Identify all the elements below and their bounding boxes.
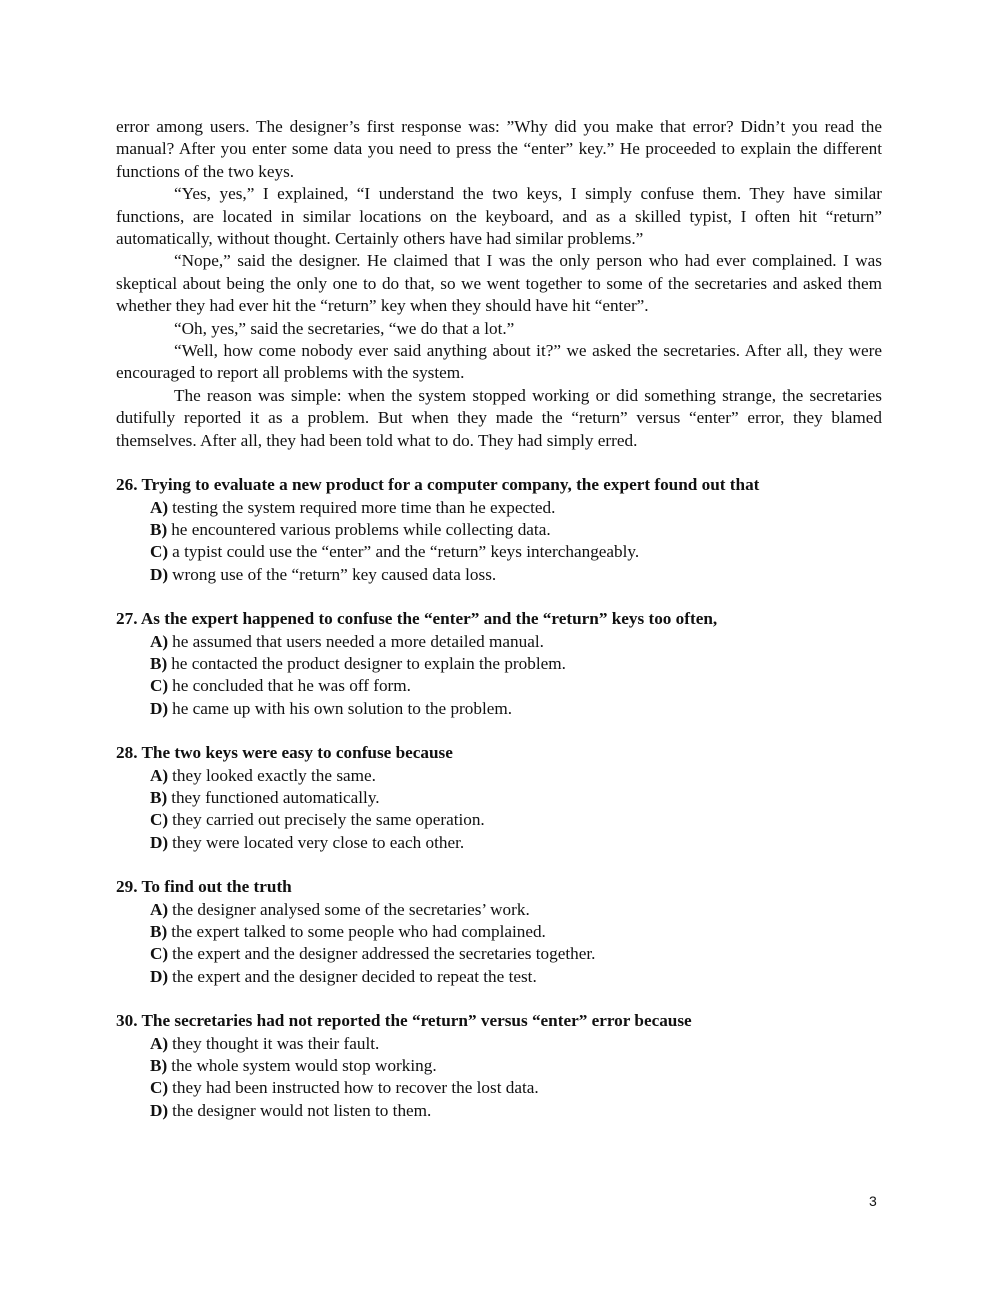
option-text: testing the system required more time than he expected. (172, 497, 556, 517)
option-d[interactable] (116, 1100, 882, 1122)
option-text: the whole system would stop working. (171, 1056, 437, 1076)
passage-paragraph: “Nope,” said the designer. He claimed that I was the only person who had ever complained. I was skeptical about being the only one to do that, so we went together to some of the secretaries and asked them whether they had ever hit the “return” key when they should have hit “enter”. (116, 251, 882, 316)
question-stem: 29. To find out the truth (116, 877, 292, 897)
option-text: he contacted the product designer to explain the problem. (171, 653, 566, 673)
option-letter: D) (150, 1100, 169, 1120)
option-letter: D) (150, 564, 169, 584)
option-text: he concluded that he was off form. (172, 676, 411, 696)
option-a[interactable] (116, 631, 882, 653)
option-c[interactable] (116, 943, 882, 965)
option-b[interactable] (116, 1055, 882, 1077)
option-b[interactable] (116, 653, 882, 675)
passage-paragraph: “Well, how come nobody ever said anything about it?” we asked the secretaries. After all, they were encouraged to report all problems with the system. (116, 341, 882, 383)
option-text: a typist could use the “enter” and the “return” keys interchangeably. (172, 542, 640, 562)
option-text: the expert talked to some people who had complained. (171, 922, 546, 941)
question-stem: 27. As the expert happened to confuse the “enter” and the “return” keys too often, (116, 609, 718, 629)
option-text: the designer would not listen to them. (172, 1100, 432, 1120)
option-letter: C) (150, 944, 169, 964)
option-letter: B) (150, 922, 168, 941)
question-29 (116, 876, 882, 988)
passage-paragraph: The reason was simple: when the system stopped working or did something strange, the secretaries dutifully reported it as a problem. But when they made the “return” versus “enter” error, they blamed themselves. After all, they had been told what to do. They had simply erred. (116, 385, 882, 450)
question-stem: 26. Trying to evaluate a new product for a computer company, the expert found out that (116, 475, 760, 495)
option-d[interactable] (116, 832, 882, 854)
option-letter: C) (150, 676, 169, 696)
option-text: he assumed that users needed a more detailed manual. (172, 631, 544, 651)
option-letter: A) (150, 497, 169, 517)
question-30 (116, 1010, 882, 1122)
option-a[interactable] (116, 497, 882, 519)
option-a[interactable] (116, 899, 882, 921)
option-text: they had been instructed how to recover the lost data. (172, 1078, 539, 1098)
answer-options (116, 631, 882, 721)
option-text: they thought it was their fault. (172, 1033, 380, 1053)
option-text: they carried out precisely the same operation. (172, 810, 485, 830)
option-letter: B) (150, 653, 168, 673)
option-letter: A) (150, 899, 169, 919)
option-letter: C) (150, 1078, 169, 1098)
option-a[interactable] (116, 765, 882, 787)
passage-paragraph: “Oh, yes,” said the secretaries, “we do that a lot.” (174, 318, 515, 338)
page-number: 3 (869, 1193, 877, 1209)
option-letter: A) (150, 631, 169, 651)
option-c[interactable] (116, 1077, 882, 1099)
document-page (116, 116, 882, 1122)
option-text: the expert and the designer addressed the secretaries together. (172, 944, 596, 964)
option-text: they were located very close to each other. (172, 832, 465, 852)
answer-options (116, 497, 882, 587)
option-text: the expert and the designer decided to repeat the test. (172, 966, 537, 986)
option-letter: D) (150, 698, 169, 718)
option-c[interactable] (116, 675, 882, 697)
option-letter: D) (150, 966, 169, 986)
option-letter: C) (150, 810, 169, 830)
answer-options (116, 1033, 882, 1123)
option-c[interactable] (116, 809, 882, 831)
option-text: they looked exactly the same. (172, 765, 376, 785)
option-letter: D) (150, 832, 169, 852)
question-28 (116, 742, 882, 854)
option-c[interactable] (116, 541, 882, 563)
option-text: wrong use of the “return” key caused data loss. (172, 564, 497, 584)
answer-options (116, 899, 882, 989)
option-letter: B) (150, 787, 168, 807)
question-stem: 30. The secretaries had not reported the “return” versus “enter” error because (116, 1011, 692, 1031)
option-d[interactable] (116, 564, 882, 586)
passage-paragraph: error among users. The designer’s first response was: ”Why did you make that error? Didn’t you read the manual? After you enter some data you need to press the “enter” key.” He proceeded to explain the different functions of the two keys. (116, 117, 882, 181)
question-27 (116, 608, 882, 720)
option-a[interactable] (116, 1033, 882, 1055)
option-b[interactable] (116, 921, 882, 943)
option-letter: C) (150, 542, 169, 562)
question-26 (116, 474, 882, 586)
option-letter: B) (150, 519, 168, 539)
option-text: the designer analysed some of the secretaries’ work. (172, 899, 530, 919)
reading-passage (116, 116, 882, 452)
option-d[interactable] (116, 698, 882, 720)
option-d[interactable] (116, 966, 882, 988)
passage-paragraph: “Yes, yes,” I explained, “I understand the two keys, I simply confuse them. They have similar functions, are located in similar locations on the keyboard, and as a skilled typist, I often hit “return” automatically, without thought. Certainly others have had similar problems.” (116, 184, 882, 249)
option-letter: A) (150, 765, 169, 785)
question-stem: 28. The two keys were easy to confuse because (116, 743, 453, 763)
option-text: he encountered various problems while collecting data. (171, 519, 551, 539)
option-text: he came up with his own solution to the problem. (172, 698, 513, 718)
option-letter: A) (150, 1033, 169, 1053)
answer-options (116, 765, 882, 855)
option-letter: B) (150, 1056, 168, 1076)
option-text: they functioned automatically. (171, 787, 380, 807)
option-b[interactable] (116, 787, 882, 809)
option-b[interactable] (116, 519, 882, 541)
